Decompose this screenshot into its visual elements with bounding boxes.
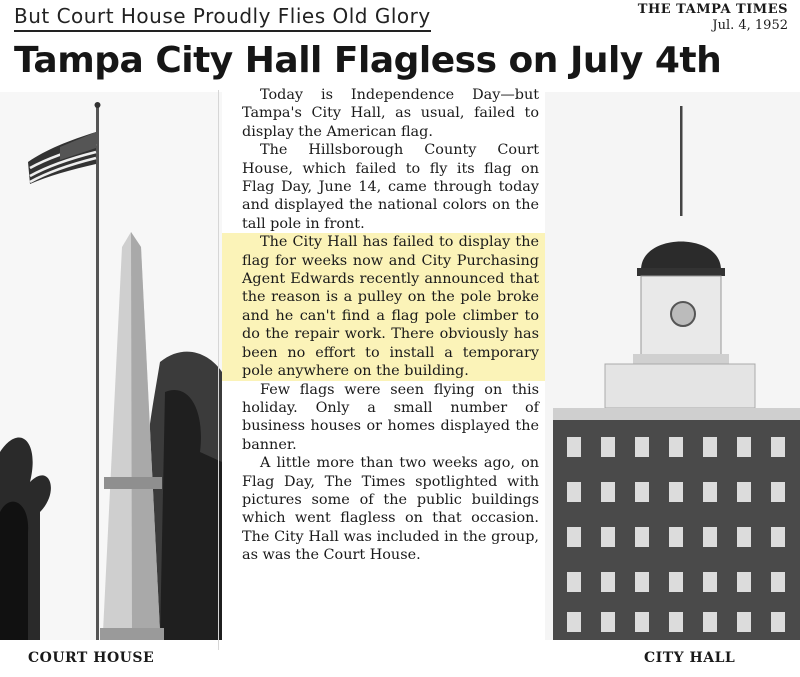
clock-icon [671, 302, 695, 326]
kicker-headline: But Court House Proudly Flies Old Glory [14, 4, 431, 32]
article-paragraph: Few flags were seen flying on this holiday. Only a small number of business houses or homes displayed the banner. [242, 381, 539, 453]
publication-date: Jul. 4, 1952 [712, 18, 788, 33]
page-title: Tampa City Hall Flagless on July 4th [14, 40, 722, 81]
article-body [222, 86, 545, 676]
city-hall-caption: CITY HALL [644, 650, 736, 666]
article-paragraph: A little more than two weeks ago, on Flag Day, The Times spotlighted with pictures some of the public buildings which went flagless on that occasion. The City Hall was included in the group, as was the Court House. [242, 455, 539, 564]
article-paragraph: The Hillsborough County Court House, which failed to fly its flag on Flag Day, June 14, came through today and displayed the national colors on the tall pole in front. [242, 142, 539, 232]
city-hall-photo [545, 92, 800, 640]
court-house-photo [0, 92, 222, 640]
publication-name: THE TAMPA TIMES [637, 2, 788, 17]
source-credit [638, 2, 788, 34]
article-paragraph: Today is Independence Day—but Tampa's City Hall, as usual, failed to display the American flag. [242, 87, 539, 140]
court-house-caption: COURT HOUSE [28, 650, 155, 666]
highlighted-paragraph: The City Hall has failed to display the flag for weeks now and City Purchasing Agent Edwards recently announced that the reason is a pulley on the pole broke and he can't find a flag pole climber to do the repair work. There obviously has been no effort to install a temporary pole anywhere on the building. [222, 233, 545, 380]
city-hall-illustration [545, 92, 800, 640]
court-house-illustration [0, 92, 222, 640]
column-divider [218, 90, 219, 650]
